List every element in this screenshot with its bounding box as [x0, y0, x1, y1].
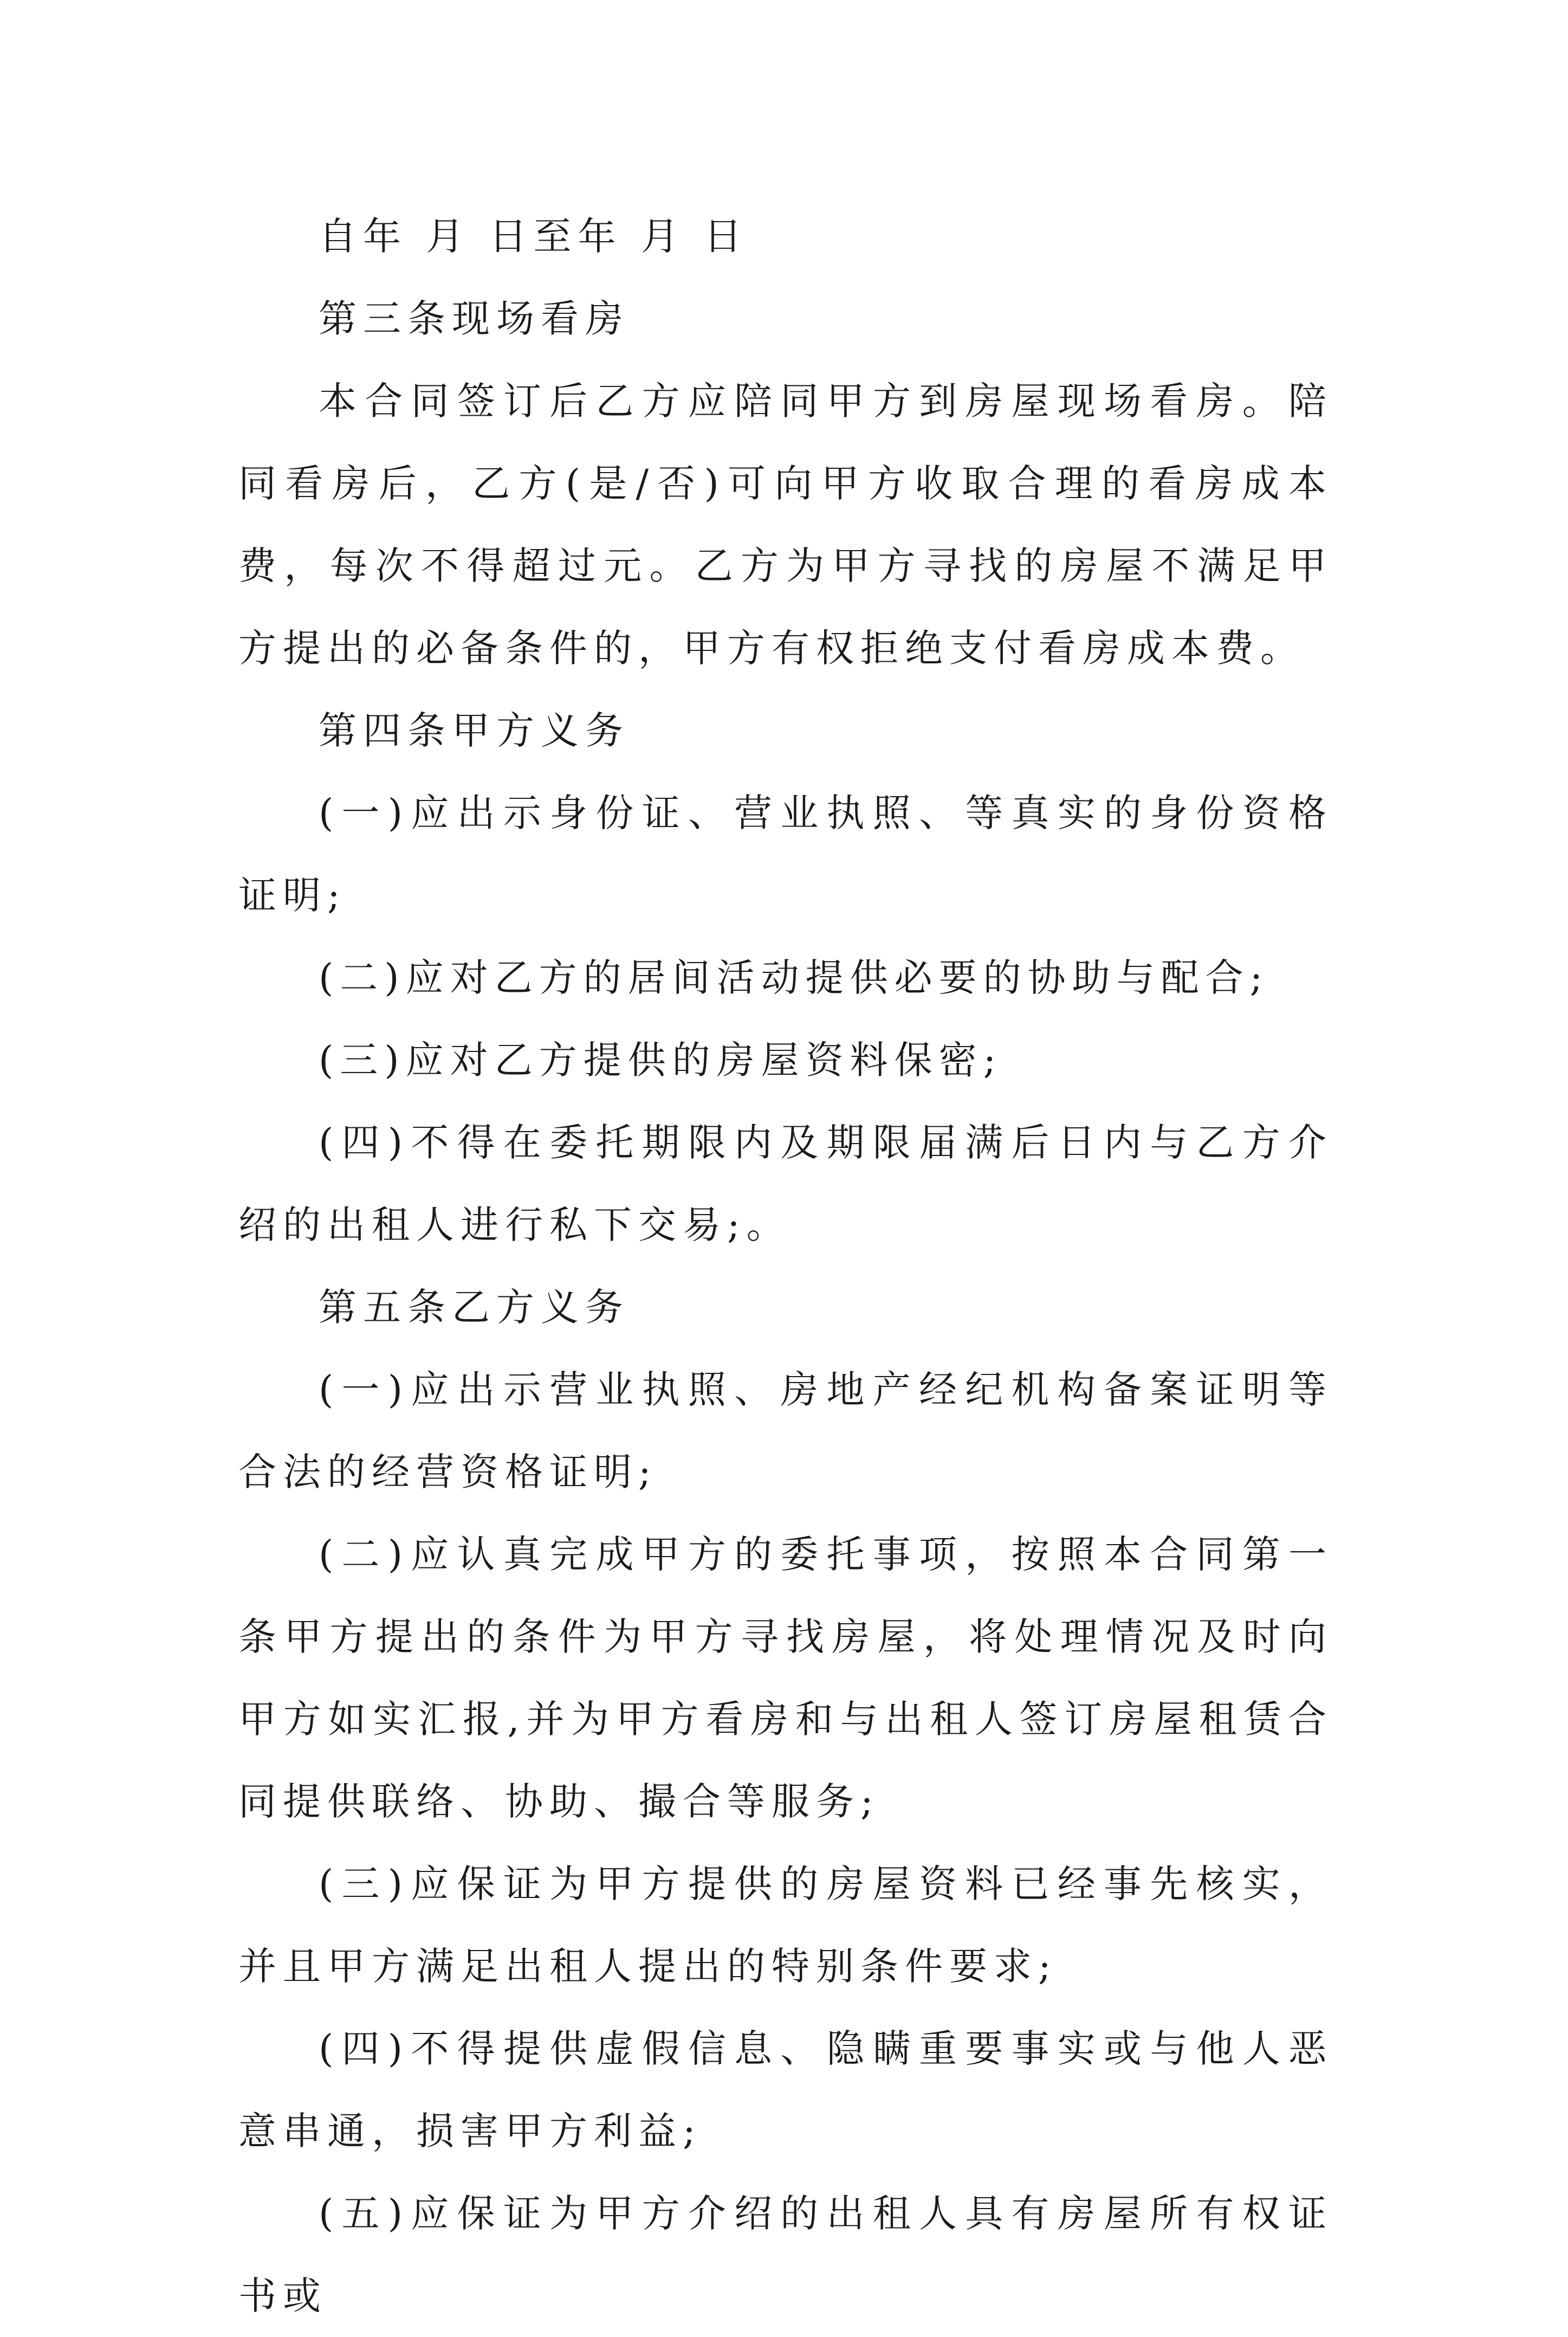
article-4-item-2: (二)应对乙方的居间活动提供必要的协助与配合;: [319, 956, 1269, 1000]
article-5-item-2: (二)应认真完成甲方的委托事项，按照本合同第一条甲方提出的条件为甲方寻找房屋，将处理情况及时向甲方如实汇报,并为甲方看房和与出租人签订房屋租赁合同提供联络、协助、撮合等服务;: [238, 1532, 1333, 1824]
article-4-item-1: (一)应出示身份证、营业执照、等真实的身份资格证明;: [238, 791, 1333, 918]
article-5-item-5: (五)应保证为甲方介绍的出租人具有房屋所有权证书或: [238, 2191, 1333, 2318]
article-4-item-4: (四)不得在委托期限内及期限届满后日内与乙方介绍的出租人进行私下交易;。: [238, 1120, 1333, 1247]
article-4-heading: 第四条甲方义务: [319, 708, 630, 753]
article-5-item-3: (三)应保证为甲方提供的房屋资料已经事先核实，并且甲方满足出租人提出的特别条件要求;: [238, 1862, 1333, 1989]
document-body: [238, 195, 1333, 2337]
article-4-item-3: (三)应对乙方提供的房屋资料保密;: [319, 1038, 1003, 1082]
article-3-text: 本合同签订后乙方应陪同甲方到房屋现场看房。陪同看房后，乙方(是/否)可向甲方收取合理的看房成本费，每次不得超过元。乙方为甲方寻找的房屋不满足甲方提出的必备条件的，甲方有权拒绝支付看房成本费。: [238, 379, 1333, 670]
article-5-item-1: (一)应出示营业执照、房地产经纪机构备案证明等合法的经营资格证明;: [238, 1367, 1333, 1494]
article-5-heading: 第五条乙方义务: [319, 1285, 630, 1329]
article-5-item-4: (四)不得提供虚假信息、隐瞒重要事实或与他人恶意串通，损害甲方利益;: [238, 2026, 1333, 2153]
article-3-heading: 第三条现场看房: [319, 296, 630, 341]
date-range-line: 自年 月 日至年 月 日: [319, 214, 749, 259]
